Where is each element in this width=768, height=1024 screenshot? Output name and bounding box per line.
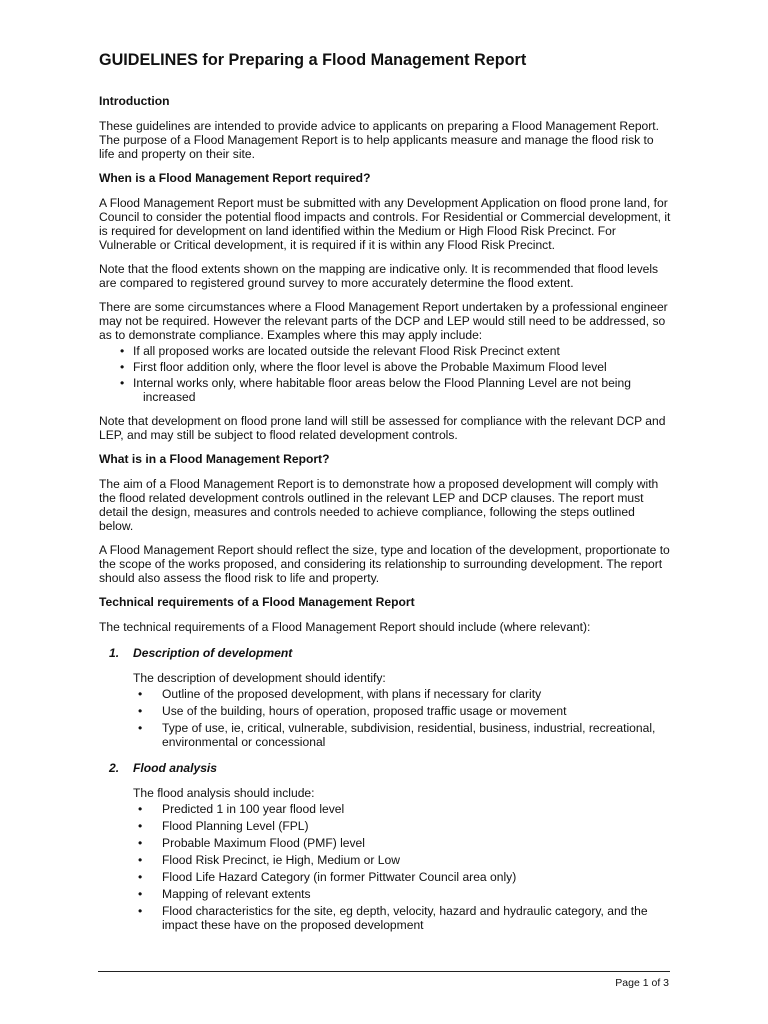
list-item: • Predicted 1 in 100 year flood level: [133, 802, 671, 816]
paragraph: Note that development on flood prone land will still be assessed for compliance with the relevant DCP and LEP, and may still be subject to flood related development controls.: [99, 414, 666, 442]
list-item-continuation: increased: [143, 390, 196, 404]
footer-divider: [98, 971, 670, 972]
paragraph: These guidelines are intended to provide advice to applicants on preparing a Flood Management Report. The purpose of a Flood Management Report is to help applicants measure and manage the flood risk to life and property on their site.: [99, 119, 660, 161]
paragraph: A Flood Management Report should reflect the size, type and location of the development, proportionate to the scope of the works proposed, and considering its relationship to surrounding development. The report should also assess the flood risk to life and property.: [99, 543, 670, 585]
numbered-heading-flood-analysis: 2. Flood analysis: [109, 761, 218, 775]
list-item: • Flood characteristics for the site, eg depth, velocity, hazard and hydraulic category, and the impact these have on the proposed development: [133, 904, 671, 932]
list-item: • Outline of the proposed development, with plans if necessary for clarity: [133, 687, 671, 701]
list-item: • Internal works only, where habitable floor areas below the Flood Planning Level are not being increased: [99, 376, 671, 404]
list-item: • Mapping of relevant extents: [133, 887, 671, 901]
list-item: • First floor addition only, where the floor level is above the Probable Maximum Flood level: [99, 360, 671, 374]
description-list: [133, 687, 671, 749]
paragraph: Note that the flood extents shown on the mapping are indicative only. It is recommended that flood levels are compared to registered ground survey to more accurately determine the flood extent.: [99, 262, 659, 290]
document-body: [99, 50, 671, 942]
heading-when-required: When is a Flood Management Report required?: [99, 171, 371, 185]
list-item: • Flood Risk Precinct, ie High, Medium or Low: [133, 853, 671, 867]
list-item: • Probable Maximum Flood (PMF) level: [133, 836, 671, 850]
heading-technical-requirements: Technical requirements of a Flood Management Report: [99, 595, 415, 609]
paragraph: The aim of a Flood Management Report is to demonstrate how a proposed development will comply with the flood related development controls outlined in the relevant LEP and DCP clauses. The report must detail the design, measures and controls needed to achieve compliance, following the steps outlined below.: [99, 477, 659, 533]
flood-analysis-list: [133, 802, 671, 932]
list-item: • Type of use, ie, critical, vulnerable, subdivision, residential, business, industrial, recreational, environmental or concessional: [133, 721, 671, 749]
page-title: GUIDELINES for Preparing a Flood Management Report: [99, 51, 527, 69]
list-item: • Flood Life Hazard Category (in former Pittwater Council area only): [133, 870, 671, 884]
paragraph: The technical requirements of a Flood Management Report should include (where relevant):: [99, 620, 591, 634]
list-item: • Use of the building, hours of operation, proposed traffic usage or movement: [133, 704, 671, 718]
flood-analysis-section: [133, 786, 671, 932]
paragraph: The description of development should identify:: [133, 671, 386, 685]
numbered-heading-description: 1. Description of development: [109, 646, 293, 660]
description-section: [133, 671, 671, 749]
list-item: • Flood Planning Level (FPL): [133, 819, 671, 833]
heading-introduction: Introduction: [99, 94, 170, 108]
page-number: Page 1 of 3: [615, 977, 669, 989]
paragraph: There are some circumstances where a Flood Management Report undertaken by a professional engineer may not be required. However the relevant parts of the DCP and LEP would still need to be addressed, so as to demonstrate compliance. Examples where this may apply include:: [99, 300, 668, 342]
paragraph: The flood analysis should include:: [133, 786, 315, 800]
list-item: • If all proposed works are located outside the relevant Flood Risk Precinct extent: [99, 344, 671, 358]
heading-what-is-in-report: What is in a Flood Management Report?: [99, 452, 330, 466]
paragraph: A Flood Management Report must be submitted with any Development Application on flood prone land, for Council to consider the potential flood impacts and controls. For Residential or Commercial development, it is required for development on land identified within the Medium or High Flood Risk Precinct. For Vulnerable or Critical development, it is required if it is within any Flood Risk Precinct.: [99, 196, 671, 252]
exemption-list: [99, 344, 671, 404]
